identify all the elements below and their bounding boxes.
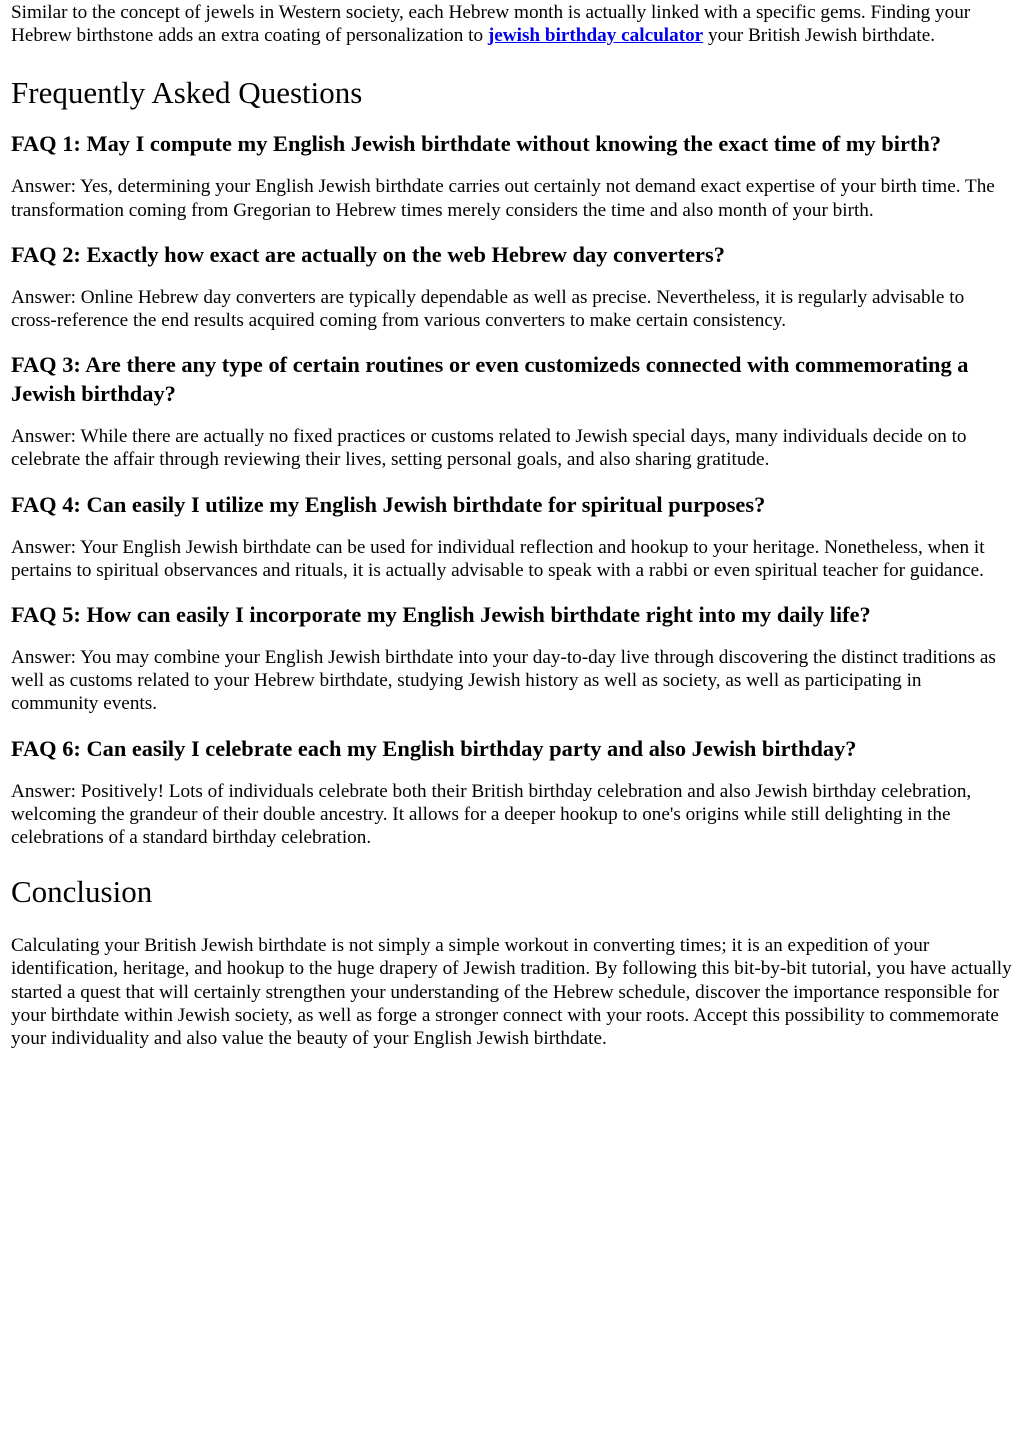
faq-1-question: FAQ 1: May I compute my English Jewish birthdate without knowing the exact time of my birth?	[11, 131, 942, 157]
intro-text-after: your British Jewish birthdate.	[703, 25, 936, 47]
intro-paragraph	[11, 1, 1013, 47]
conclusion-paragraph: Calculating your British Jewish birthdate is not simply a simple workout in converting times; it is an expedition of your identification, heritage, and hookup to the huge drapery of Jewish tradition. By following this bit-by-bit tutorial, you have actually started a quest that will certainly strengthen your understanding of the Hebrew schedule, discover the importance responsible for your birthdate within Jewish society, as well as forge a stronger connect with your roots. Accept this possibility to commemorate your individuality and also value the beauty of your English Jewish birthdate.	[11, 935, 1012, 1050]
faq-1-answer: Answer: Yes, determining your English Jewish birthdate carries out certainly not demand exact expertise of your birth time. The transformation coming from Gregorian to Hebrew times merely considers the time and also month of your birth.	[11, 176, 995, 221]
faq-6-answer: Answer: Positively! Lots of individuals celebrate both their British birthday celebration and also Jewish birthday celebration, welcoming the grandeur of their double ancestry. It allows for a deeper hookup to one's origins while still delighting in the celebrations of a standard birthday celebration.	[11, 780, 972, 849]
faq-3-answer: Answer: While there are actually no fixed practices or customs related to Jewish special days, many individuals decide on to celebrate the affair through reviewing their lives, setting personal goals, and also sharing gratitude.	[11, 426, 967, 471]
faq-6-question: FAQ 6: Can easily I celebrate each my English birthday party and also Jewish birthday?	[11, 735, 857, 761]
jewish-birthday-calculator-link[interactable]: jewish birthday calculator	[487, 25, 704, 47]
intro-text-before: Similar to the concept of jewels in Western society, each Hebrew month is actually linked with a specific gems. Finding your Hebrew birthstone adds an extra coating of personalization to	[11, 2, 971, 47]
faq-3-question: FAQ 3: Are there any type of certain routines or even customizeds connected with commemorating a Jewish birthday?	[11, 352, 969, 407]
faq-2-question: FAQ 2: Exactly how exact are actually on the web Hebrew day converters?	[11, 241, 725, 267]
faq-heading: Frequently Asked Questions	[11, 75, 363, 111]
faq-4-question: FAQ 4: Can easily I utilize my English Jewish birthdate for spiritual purposes?	[11, 491, 766, 517]
conclusion-heading: Conclusion	[11, 874, 153, 910]
faq-5-answer: Answer: You may combine your English Jewish birthdate into your day-to-day live through discovering the distinct traditions as well as customs related to your Hebrew birthdate, studying Jewish history as well as society, as well as participating in community events.	[11, 647, 996, 715]
faq-4-answer: Answer: Your English Jewish birthdate can be used for individual reflection and hookup to your heritage. Nonetheless, when it pertains to spiritual observances and rituals, it is actually advisable to speak with a rabbi or even spiritual teacher for guidance.	[11, 536, 985, 581]
faq-5-question: FAQ 5: How can easily I incorporate my English Jewish birthdate right into my daily life?	[11, 602, 871, 628]
faq-2-answer: Answer: Online Hebrew day converters are typically dependable as well as precise. Nevertheless, it is regularly advisable to cross-reference the end results acquired coming from various converters to make certain consistency.	[11, 286, 965, 332]
document-page	[0, 1, 1024, 1050]
